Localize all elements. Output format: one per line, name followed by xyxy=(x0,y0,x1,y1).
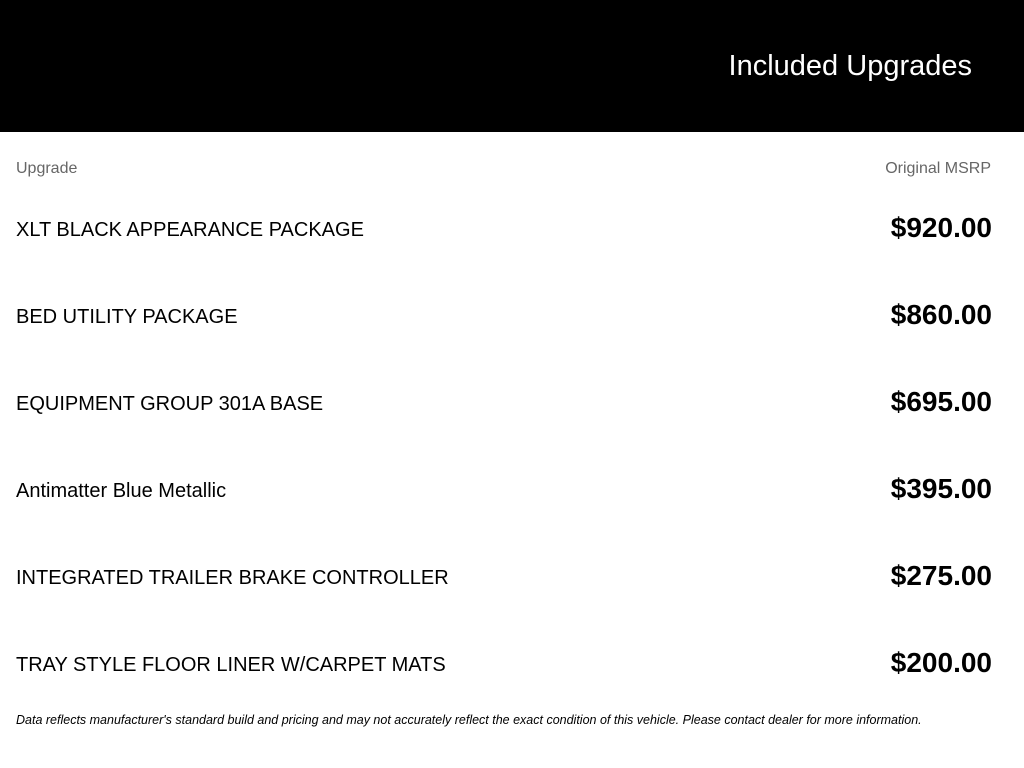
upgrade-price: $695.00 xyxy=(890,386,992,417)
table-row xyxy=(16,384,992,424)
disclaimer-text: Data reflects manufacturer's standard build and pricing and may not accurately reflect the exact condition of this vehicle. Please contact dealer for more information. xyxy=(16,713,922,727)
upgrade-price: $275.00 xyxy=(890,560,992,591)
upgrade-price: $920.00 xyxy=(890,212,992,243)
upgrade-price: $395.00 xyxy=(890,473,992,504)
page-title: Included Upgrades xyxy=(728,50,972,82)
upgrade-price: $860.00 xyxy=(890,299,992,330)
upgrade-name: Antimatter Blue Metallic xyxy=(16,480,227,502)
column-header-msrp: Original MSRP xyxy=(885,160,991,177)
column-header-upgrade: Upgrade xyxy=(16,160,78,177)
upgrade-name: XLT BLACK APPEARANCE PACKAGE xyxy=(16,219,364,241)
table-row xyxy=(16,558,992,598)
table-column-headers xyxy=(16,160,991,180)
upgrade-name: EQUIPMENT GROUP 301A BASE xyxy=(16,393,324,415)
table-row xyxy=(16,210,992,250)
table-row xyxy=(16,645,992,685)
table-row xyxy=(16,297,992,337)
upgrade-name: BED UTILITY PACKAGE xyxy=(16,306,238,328)
upgrade-name: TRAY STYLE FLOOR LINER W/CARPET MATS xyxy=(16,654,446,676)
upgrade-name: INTEGRATED TRAILER BRAKE CONTROLLER xyxy=(16,567,449,589)
table-row xyxy=(16,471,992,511)
header-banner xyxy=(0,0,1024,132)
upgrade-price: $200.00 xyxy=(890,647,992,678)
